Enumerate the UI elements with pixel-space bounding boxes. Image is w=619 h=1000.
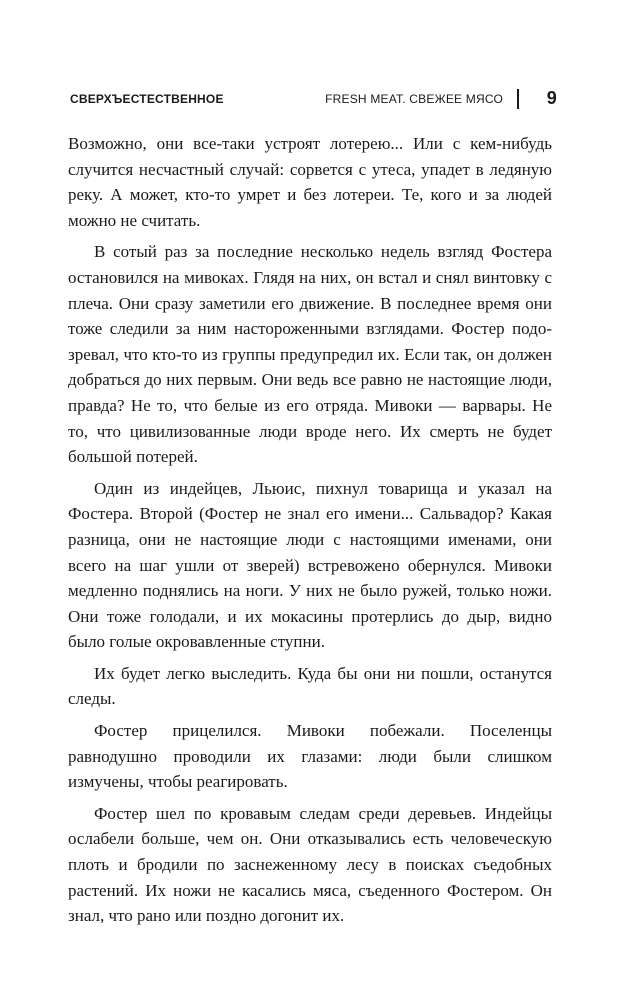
paragraph: Возможно, они все-таки устроят лотерею... Или с кем-нибудь случится несчастный случай: сорвется с утеса, упадет в ледяную реку. А может, кто-то умрет и без лотереи. Те, кого и за людей можно не считать. (68, 134, 552, 230)
paragraph: В сотый раз за последние несколько недель взгляд Фостера остановился на мивоках. Глядя на них, он встал и снял винтовку с плеча. Они сразу заметили его движение. В последнее время они тоже следили за ним настороженными взглядами. Фостер подозревал, что кто-то из группы предупредил их. Если так, он должен добраться до них первым. Они ведь все равно не настоящие люди, правда? Не то, что белые из его отряда. Мивоки — варвары. Не то, что цивилизованные люди вроде него. Их смерть не будет большой потерей. (68, 242, 552, 467)
chapter-title: FRESH MEAT. СВЕЖЕЕ МЯСО (325, 92, 503, 106)
paragraph: Их будет легко выследить. Куда бы они ни пошли, останутся следы. (68, 663, 552, 709)
page-number: 9 (546, 88, 557, 108)
paragraph: Фостер шел по кровавым следам среди деревьев. Индейцы ослабели больше, чем он. Они отказывались есть человеческую плоть и бродили по заснеженному лесу в поисках съедобных растений. Их ножи не касались мяса, съеденного Фостером. Он знал, что рано или поздно догонит их. (68, 803, 552, 926)
body-text (68, 131, 552, 935)
book-title: СВЕРХЪЕСТЕСТВЕННОЕ (70, 92, 224, 106)
paragraph: Фостер прицелился. Мивоки побежали. Поселенцы равнодушно проводили их глазами: люди были слишком измучены, чтобы реагировать. (68, 721, 552, 792)
running-header (70, 88, 557, 109)
paragraph: Один из индейцев, Льюис, пихнул товарища и указал на Фостера. Второй (Фостер не знал его имени... Сальвадор? Какая разница, они не настоящие люди с настоящими именами, они всего на шаг ушли от зверей) встревожено обернулся. Мивоки медленно поднялись на ноги. У них не было ружей, только ножи. Они тоже голодали, и их мокасины протерлись до дыр, видно было голые окровавленные ступни. (68, 478, 552, 652)
header-divider (517, 89, 519, 109)
